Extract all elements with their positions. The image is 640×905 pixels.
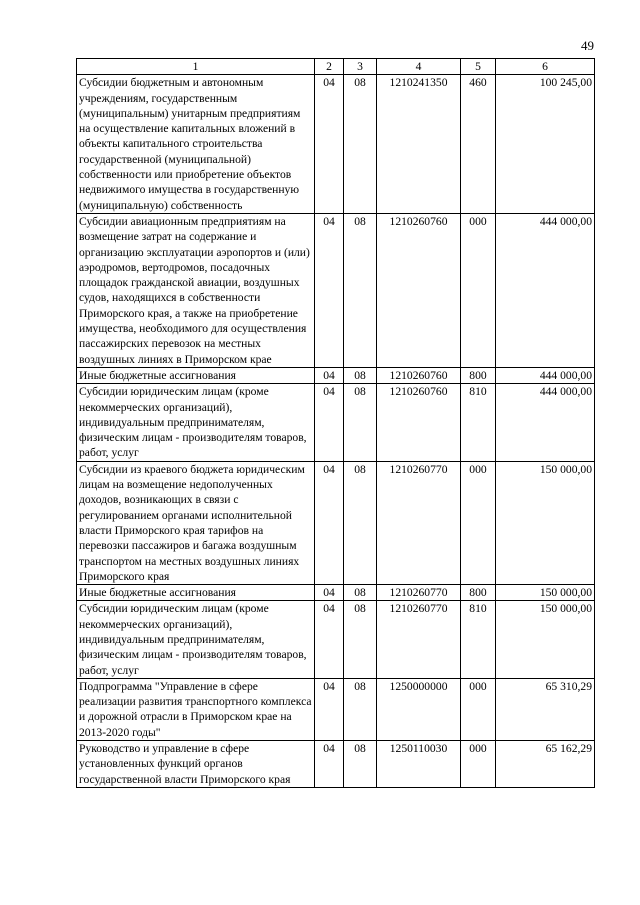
row-target-code-cell: 1250110030	[377, 741, 461, 788]
header-row	[77, 59, 595, 75]
row-name-cell: Субсидии юридическим лицам (кроме некоммерческих организаций), индивидуальным предпринимателям, физическим лицам - производителям товаров, работ, услуг	[77, 384, 315, 461]
row-name-cell: Субсидии юридическим лицам (кроме некоммерческих организаций), индивидуальным предпринимателям, физическим лицам - производителям товаров, работ, услуг	[77, 601, 315, 678]
row-name-cell: Субсидии бюджетным и автономным учреждениям, государственным (муниципальным) унитарным предприятиям на осуществление капитальных вложений в объекты капитального строительства государственной (муниципальной) собственности или приобретение объектов недвижимого имущества в государственную (муниципальную) собственность	[77, 75, 315, 214]
header-col-2: 2	[315, 59, 344, 75]
page-number: 49	[581, 38, 594, 53]
row-target-code-cell: 1250000000	[377, 678, 461, 740]
table-row	[77, 213, 595, 367]
row-target-code-cell: 1210260770	[377, 585, 461, 601]
table-row	[77, 384, 595, 461]
row-expense-type-cell: 460	[461, 75, 496, 214]
table-row	[77, 461, 595, 584]
row-section-cell: 04	[315, 213, 344, 367]
row-amount-cell: 100 245,00	[496, 75, 595, 214]
row-name-cell: Субсидии из краевого бюджета юридическим лицам на возмещение недополученных доходов, возникающих в связи с регулированием органами исполнительной власти Приморского края тарифов на перевозки пассажиров и багажа воздушным транспортом на местных воздушных линиях Приморского края	[77, 461, 315, 584]
row-expense-type-cell: 000	[461, 741, 496, 788]
row-section-cell: 04	[315, 367, 344, 383]
row-subsection-cell: 08	[344, 601, 377, 678]
row-target-code-cell: 1210241350	[377, 75, 461, 214]
row-amount-cell: 65 310,29	[496, 678, 595, 740]
row-expense-type-cell: 000	[461, 461, 496, 584]
row-subsection-cell: 08	[344, 367, 377, 383]
row-expense-type-cell: 810	[461, 601, 496, 678]
row-target-code-cell: 1210260770	[377, 461, 461, 584]
header-col-1: 1	[77, 59, 315, 75]
header-col-4: 4	[377, 59, 461, 75]
row-name-cell: Иные бюджетные ассигнования	[77, 585, 315, 601]
row-name-cell: Подпрограмма "Управление в сфере реализации развития транспортного комплекса и дорожной отрасли в Приморском крае на 2013-2020 годы"	[77, 678, 315, 740]
row-name-cell: Субсидии авиационным предприятиям на возмещение затрат на содержание и организацию эксплуатации аэропортов и (или) аэродромов, вертодромов, посадочных площадок гражданской авиации, воздушных судов, находящихся в собственности Приморского края, а также на приобретение имущества, необходимого для осуществления пассажирских перевозок на местных воздушных линиях в Приморском крае	[77, 213, 315, 367]
row-subsection-cell: 08	[344, 213, 377, 367]
header-col-6: 6	[496, 59, 595, 75]
row-subsection-cell: 08	[344, 75, 377, 214]
row-amount-cell: 444 000,00	[496, 367, 595, 383]
row-section-cell: 04	[315, 461, 344, 584]
row-section-cell: 04	[315, 678, 344, 740]
row-section-cell: 04	[315, 384, 344, 461]
row-expense-type-cell: 000	[461, 678, 496, 740]
table-row	[77, 678, 595, 740]
row-subsection-cell: 08	[344, 384, 377, 461]
row-expense-type-cell: 800	[461, 585, 496, 601]
row-section-cell: 04	[315, 601, 344, 678]
row-target-code-cell: 1210260760	[377, 213, 461, 367]
row-section-cell: 04	[315, 585, 344, 601]
row-amount-cell: 65 162,29	[496, 741, 595, 788]
row-target-code-cell: 1210260760	[377, 384, 461, 461]
table-row	[77, 741, 595, 788]
row-expense-type-cell: 810	[461, 384, 496, 461]
budget-table	[76, 58, 595, 788]
table-row	[77, 367, 595, 383]
row-amount-cell: 150 000,00	[496, 601, 595, 678]
header-col-3: 3	[344, 59, 377, 75]
row-name-cell: Руководство и управление в сфере установленных функций органов государственной власти Приморского края	[77, 741, 315, 788]
row-subsection-cell: 08	[344, 461, 377, 584]
row-subsection-cell: 08	[344, 585, 377, 601]
row-subsection-cell: 08	[344, 678, 377, 740]
row-section-cell: 04	[315, 741, 344, 788]
table-row	[77, 75, 595, 214]
row-amount-cell: 150 000,00	[496, 585, 595, 601]
row-amount-cell: 444 000,00	[496, 384, 595, 461]
table-row	[77, 585, 595, 601]
table-row	[77, 601, 595, 678]
row-target-code-cell: 1210260760	[377, 367, 461, 383]
row-target-code-cell: 1210260770	[377, 601, 461, 678]
row-expense-type-cell: 000	[461, 213, 496, 367]
row-amount-cell: 444 000,00	[496, 213, 595, 367]
header-col-5: 5	[461, 59, 496, 75]
row-section-cell: 04	[315, 75, 344, 214]
row-subsection-cell: 08	[344, 741, 377, 788]
row-expense-type-cell: 800	[461, 367, 496, 383]
row-name-cell: Иные бюджетные ассигнования	[77, 367, 315, 383]
row-amount-cell: 150 000,00	[496, 461, 595, 584]
